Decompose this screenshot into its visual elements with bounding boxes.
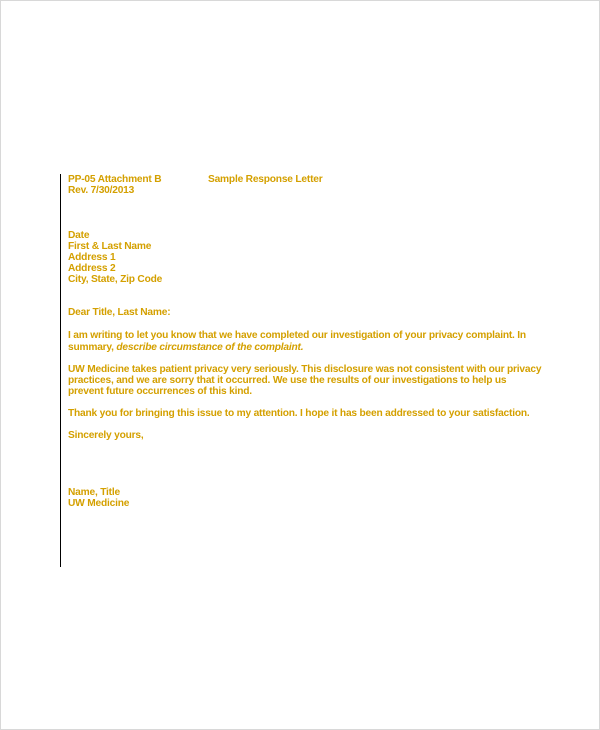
summary-placeholder: describe circumstance of the complaint. <box>116 342 304 353</box>
address-line2: Address 2 <box>68 263 116 274</box>
paragraph3: Thank you for bringing this issue to my attention. I hope it has been addressed to your satisfaction. <box>68 408 530 419</box>
letter-title: Sample Response Letter <box>208 174 323 185</box>
paragraph2-line2: practices, and we are sorry that it occurred. We use the results of our investigations to help us <box>68 375 507 386</box>
summary-prefix: summary, <box>68 342 117 353</box>
signature-org: UW Medicine <box>68 498 130 509</box>
signature-name: Name, Title <box>68 487 120 498</box>
address-name: First & Last Name <box>68 241 152 252</box>
salutation: Dear Title, Last Name: <box>68 307 171 318</box>
address-date: Date <box>68 230 90 241</box>
paragraph1-line1: I am writing to let you know that we have completed our investigation of your privacy complaint. In <box>68 330 526 341</box>
address-line1: Address 1 <box>68 252 116 263</box>
paragraph2-line3: prevent future occurrences of this kind. <box>68 386 252 397</box>
address-city: City, State, Zip Code <box>68 274 163 285</box>
paragraph2-line1: UW Medicine takes patient privacy very seriously. This disclosure was not consistent with our privacy <box>68 364 542 375</box>
attachment-label: PP-05 Attachment B <box>68 174 162 185</box>
revision-date: Rev. 7/30/2013 <box>68 185 135 196</box>
left-margin-rule <box>60 174 61 567</box>
paragraph1-line2 <box>68 342 303 353</box>
closing: Sincerely yours, <box>68 430 144 441</box>
